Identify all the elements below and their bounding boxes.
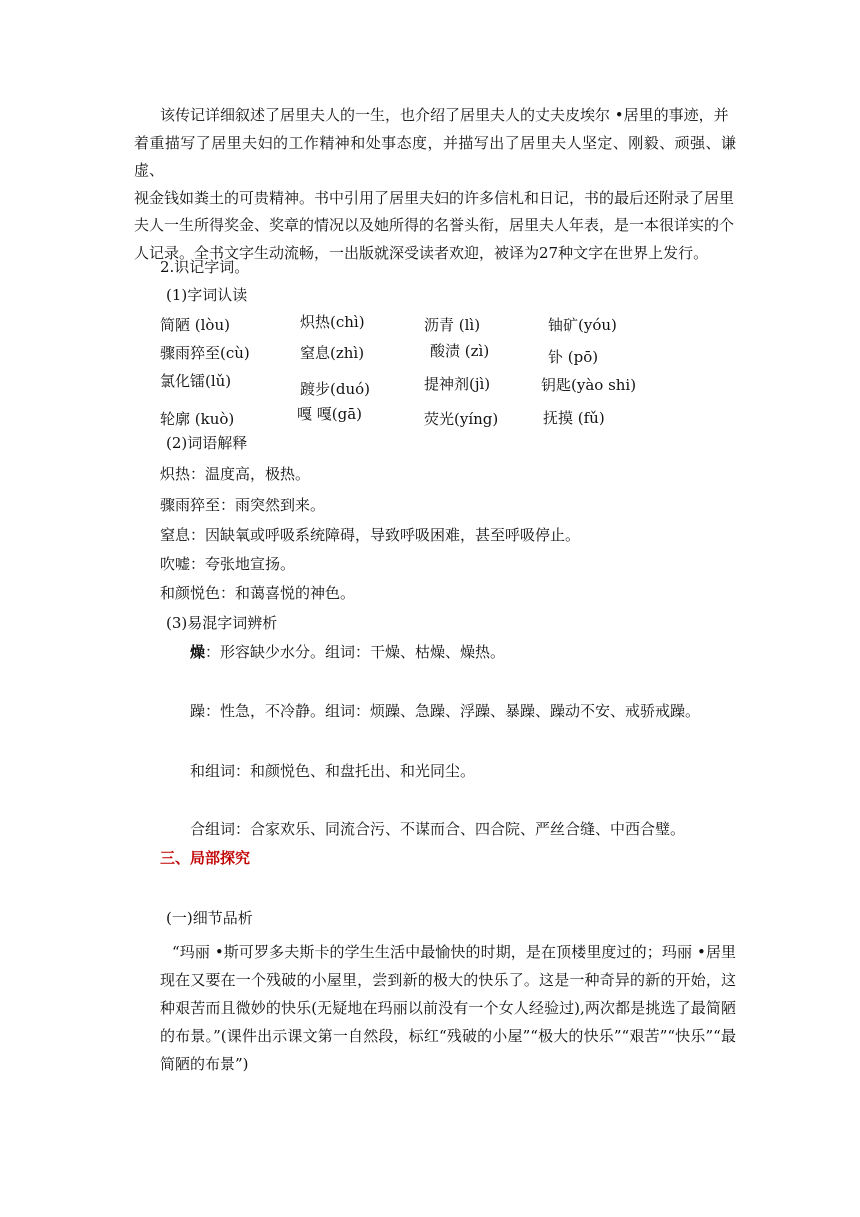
intro-paragraph [134, 102, 736, 267]
word-item: 钥匙(yào shi) [541, 376, 637, 394]
subsection-word-explanation: (2)词语解释 [166, 434, 248, 452]
confusable-item [190, 641, 505, 662]
quote-paragraph [160, 938, 736, 1078]
definition-item: 炽热：温度高，极热。 [160, 465, 311, 483]
confusable-text: ：形容缺少水分。组词：干燥、枯燥、燥热。 [205, 643, 506, 661]
word-item: 沥青 (lì) [424, 316, 481, 334]
confusable-item: 躁：性急，不冷静。组词：烦躁、急躁、浮躁、暴躁、躁动不安、戒骄戒躁。 [190, 702, 701, 720]
section-3-heading: 三、局部探究 [160, 849, 251, 867]
section-2-heading: 2.识记字词。 [160, 258, 250, 276]
intro-line: 该传记详细叙述了居里夫人的一生，也介绍了居里夫人的丈夫皮埃尔 •居里的事迹，并 [160, 106, 729, 124]
word-item: 窒息(zhì) [300, 344, 365, 362]
word-item: 铀矿(yóu) [548, 316, 617, 334]
word-item: 轮廓 (kuò) [160, 410, 235, 428]
word-item: 酸渍 (zì) [430, 342, 490, 360]
subsection-confusable-words: (3)易混字词辨析 [166, 614, 278, 632]
word-item: 抚摸 (fǔ) [543, 409, 605, 427]
word-item: 荧光(yíng) [424, 410, 499, 428]
subsection-word-reading: (1)字词认读 [166, 286, 248, 304]
word-item: 简陋 (lòu) [160, 316, 230, 334]
word-item: 氯化镭(lǔ) [160, 372, 232, 390]
confusable-item: 和组词：和颜悦色、和盘托出、和光同尘。 [190, 762, 476, 780]
word-item: 提神剂(jì) [424, 375, 491, 393]
word-item: 钋 (pō) [548, 348, 599, 366]
word-item: 嘎 嘎(gā) [297, 405, 363, 423]
confusable-item: 合组词：合家欢乐、同流合污、不谋而合、四合院、严丝合缝、中西合璧。 [190, 820, 686, 838]
quote-text: “玛丽 •斯可罗多夫斯卡的学生生活中最愉快的时期，是在顶楼里度过的；玛丽 •居里现在又要在一个残破的小屋里，尝到新的极大的快乐了。这是一种奇异的新的开始，这种艰苦而且微妙的快乐(无疑地在玛丽以前没有一个女人经验过),两次都是挑选了最简陋的布景。”(课件出示课文第一自然段，标红“残破的小屋”“极大的快乐”“艰苦”“快乐”“最简陋的布景”) [160, 943, 736, 1073]
intro-line: 视金钱如粪土的可贵精神。书中引用了居里夫妇的许多信札和日记，书的最后还附录了居里 [134, 188, 735, 207]
word-item: 踱步(duó) [300, 380, 370, 398]
confusable-char: 燥 [190, 643, 206, 661]
definition-item: 吹嘘：夸张地宣扬。 [160, 555, 296, 573]
word-item: 炽热(chì) [300, 313, 365, 331]
intro-line: 人记录。全书文字生动流畅，一出版就深受读者欢迎，被译为27种文字在世界上发行。 [134, 243, 709, 262]
intro-line: 夫人一生所得奖金、奖章的情况以及她所得的名誉头衔，居里夫人年表，是一本很详实的个 [134, 216, 735, 234]
definition-item: 窒息：因缺氧或呼吸系统障碍，导致呼吸困难，甚至呼吸停止。 [160, 526, 581, 544]
word-item: 骤雨猝至(cù) [160, 344, 250, 362]
intro-line: 着重描写了居里夫妇的工作精神和处事态度，并描写出了居里夫人坚定、刚毅、顽强、谦虚、 [134, 133, 736, 179]
definition-item: 骤雨猝至：雨突然到来。 [160, 496, 326, 514]
subsection-detail-analysis: (一)细节品析 [166, 909, 253, 927]
definition-item: 和颜悦色：和蔼喜悦的神色。 [160, 584, 356, 602]
